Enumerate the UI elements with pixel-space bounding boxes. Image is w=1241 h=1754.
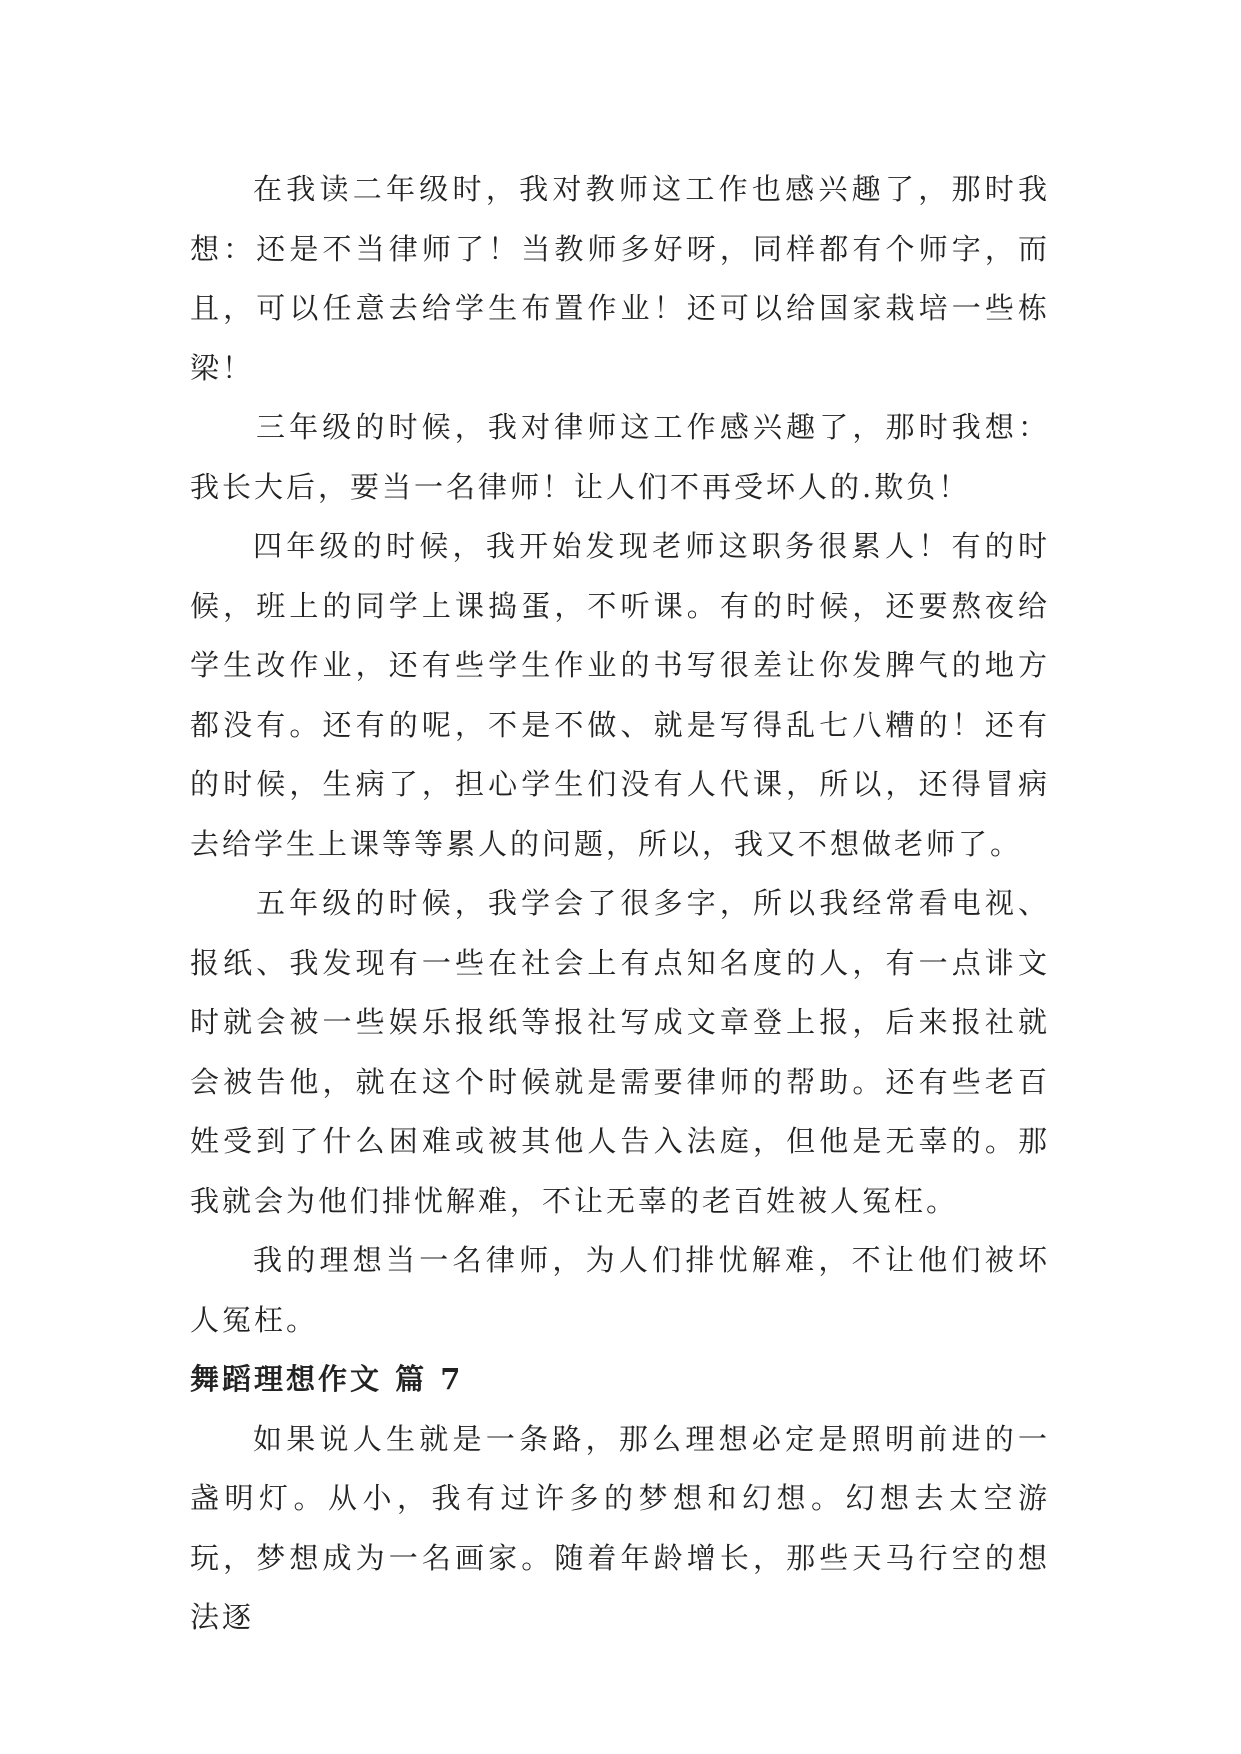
paragraph-grade-three: 三年级的时候，我对律师这工作感兴趣了，那时我想：我长大后，要当一名律师！让人们不再受坏人的.欺负！ (190, 410, 1050, 504)
section-heading: 舞蹈理想作文 篇 7 (190, 1362, 464, 1396)
paragraph-grade-two: 在我读二年级时，我对教师这工作也感兴趣了，那时我想：还是不当律师了！当教师多好呀，同样都有个师字，而且，可以任意去给学生布置作业！还可以给国家栽培一些栋梁！ (190, 172, 1050, 385)
paragraph-grade-five: 五年级的时候，我学会了很多字，所以我经常看电视、报纸、我发现有一些在社会上有点知名度的人，有一点诽文时就会被一些娱乐报纸等报社写成文章登上报，后来报社就会被告他，就在这个时候就是需要律师的帮助。还有些老百姓受到了什么困难或被其他人告入法庭，但他是无辜的。那我就会为他们排忧解难，不让无辜的老百姓被人冤枉。 (190, 886, 1050, 1218)
paragraph-grade-four: 四年级的时候，我开始发现老师这职务很累人！有的时候，班上的同学上课捣蛋，不听课。有的时候，还要熬夜给学生改作业，还有些学生作业的书写很差让你发脾气的地方都没有。还有的呢，不是不做、就是写得乱七八糟的！还有的时候，生病了，担心学生们没有人代课，所以，还得冒病去给学生上课等等累人的问题，所以，我又不想做老师了。 (190, 529, 1050, 861)
paragraph-section-intro: 如果说人生就是一条路，那么理想必定是照明前进的一盏明灯。从小，我有过许多的梦想和幻想。幻想去太空游玩，梦想成为一名画家。随着年龄增长，那些天马行空的想法逐 (190, 1421, 1050, 1634)
paragraph-ideal-lawyer: 我的理想当一名律师，为人们排忧解难，不让他们被坏人冤枉。 (190, 1243, 1050, 1337)
document-body (190, 160, 1050, 1648)
